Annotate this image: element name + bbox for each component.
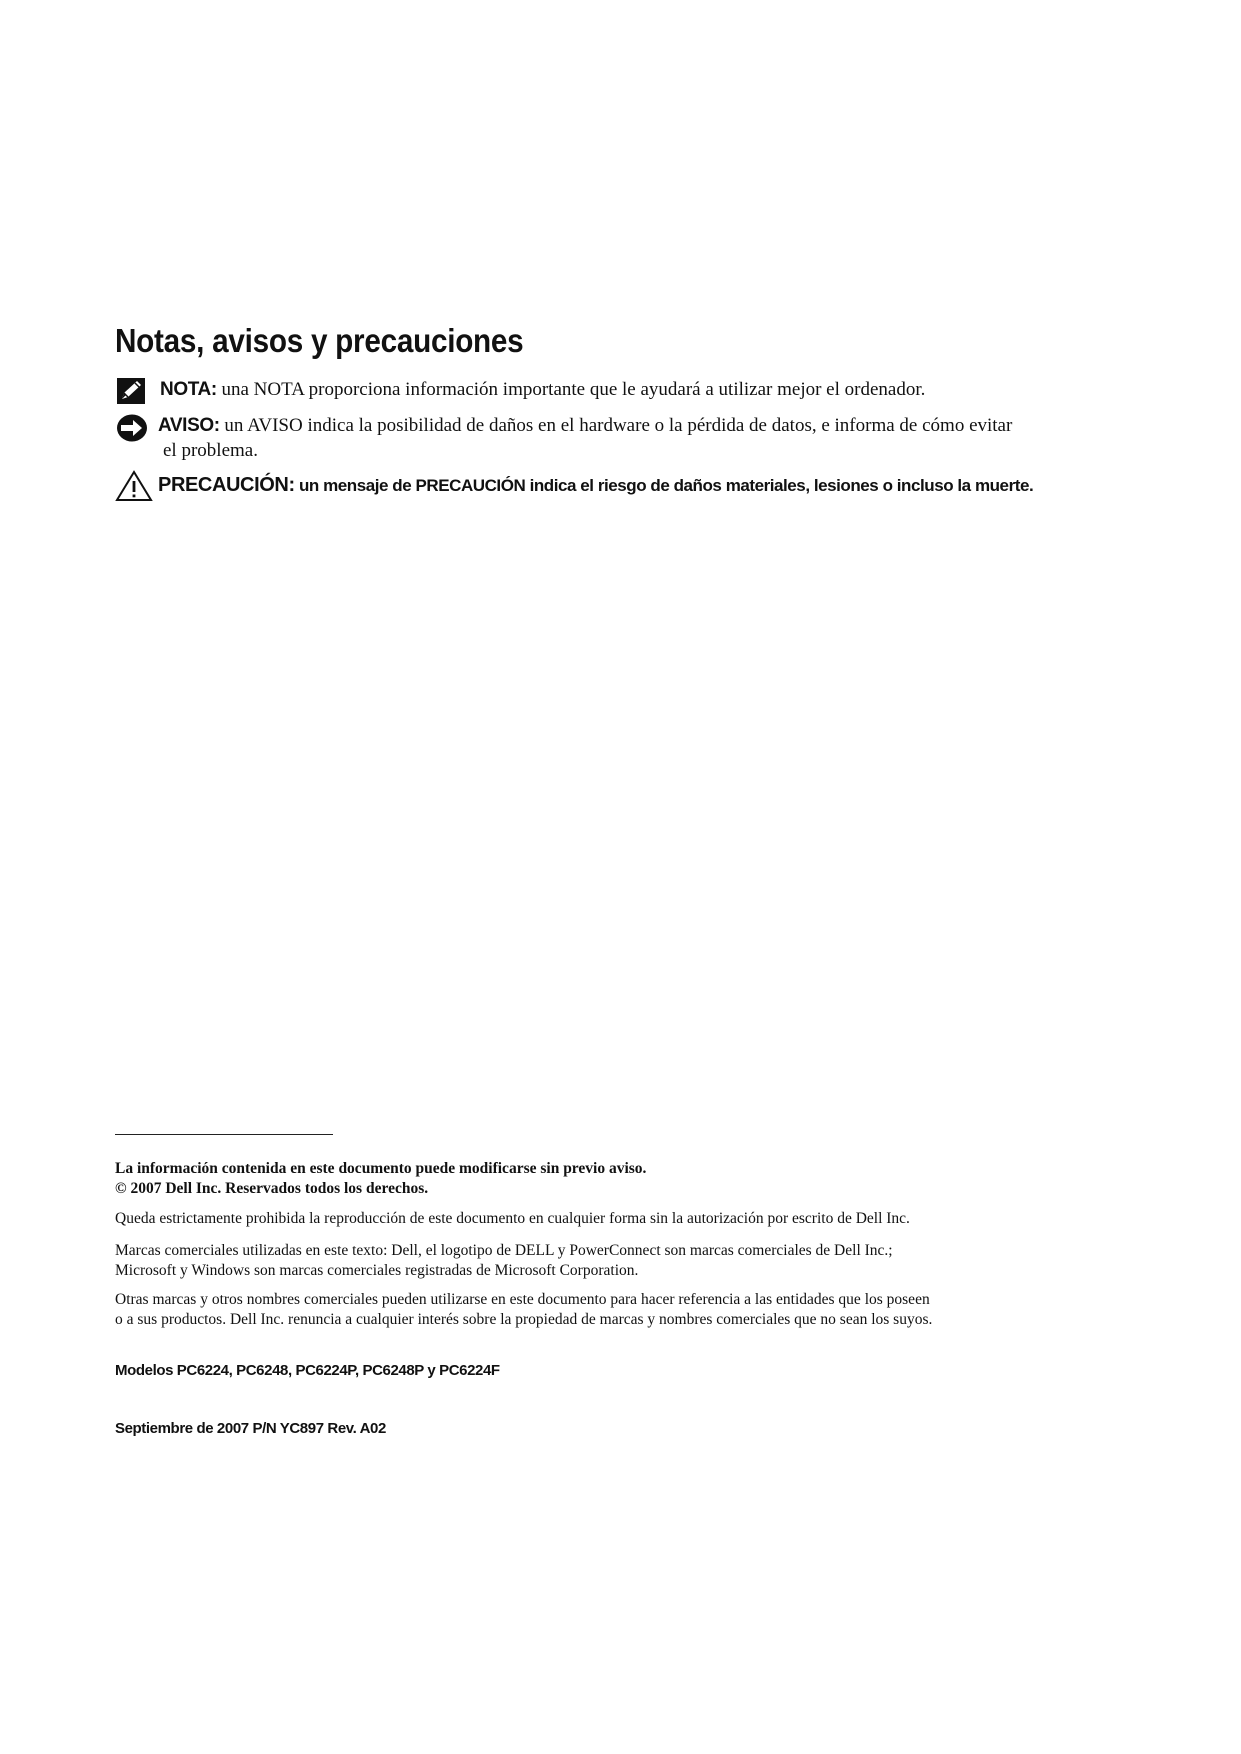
notice-text [158, 413, 1098, 463]
notice-label: AVISO: [158, 415, 220, 436]
notice-body-line1: un AVISO indica la posibilidad de daños en el hardware o la pérdida de datos, e informa de cómo evitar [219, 415, 1013, 436]
trademarks-notice [115, 1241, 1115, 1281]
notice-arrow-icon [115, 413, 149, 450]
reproduction-notice: Queda estrictamente prohibida la reproducción de este documento en cualquier forma sin la autorización por escrito de Dell Inc. [115, 1210, 910, 1227]
warning-triangle-icon [115, 470, 153, 509]
trademarks-line1: Marcas comerciales utilizadas en este texto: Dell, el logotipo de DELL y PowerConnect son marcas comerciales de Dell Inc.; [115, 1242, 893, 1259]
footer-divider [115, 1134, 333, 1135]
notice-body-line2: el problema. [163, 440, 258, 461]
models-line: Modelos PC6224, PC6248, PC6224P, PC6248P y PC6224F [115, 1362, 500, 1379]
info-line1: La información contenida en este documento puede modificarse sin previo aviso. [115, 1160, 647, 1177]
others-line2: o a sus productos. Dell Inc. renuncia a cualquier interés sobre la propiedad de marcas y nombres comerciales que no sean los suyos. [115, 1311, 933, 1328]
trademarks-line2: Microsoft y Windows son marcas comerciales registradas de Microsoft Corporation. [115, 1262, 639, 1279]
caution-text [158, 473, 1158, 498]
caution-body: un mensaje de PRECAUCIÓN indica el riesgo de daños materiales, lesiones o incluso la muerte. [294, 476, 1034, 495]
page-title: Notas, avisos y precauciones [115, 322, 524, 359]
other-trademarks-notice [115, 1290, 1115, 1330]
note-pencil-icon [115, 377, 147, 412]
note-body: una NOTA proporciona información importante que le ayudará a utilizar mejor el ordenador. [216, 379, 926, 400]
info-notice [115, 1159, 1115, 1199]
date-part-number: Septiembre de 2007 P/N YC897 Rev. A02 [115, 1420, 386, 1437]
note-text [160, 377, 1100, 402]
copyright-line: © 2007 Dell Inc. Reservados todos los derechos. [115, 1180, 429, 1197]
others-line1: Otras marcas y otros nombres comerciales pueden utilizarse en este documento para hacer referencia a las entidades que los poseen [115, 1291, 930, 1308]
caution-label: PRECAUCIÓN: [158, 474, 295, 496]
note-label: NOTA: [160, 379, 217, 400]
